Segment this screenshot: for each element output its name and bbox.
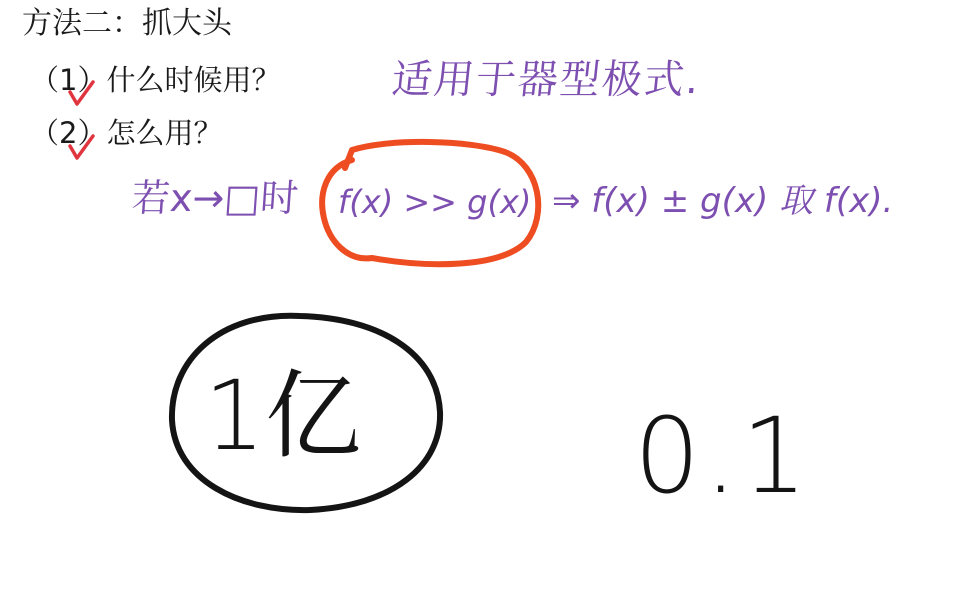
handwritten-big-word: 1亿 bbox=[204, 360, 362, 472]
handwritten-condition-label: 若x→□时 bbox=[130, 176, 300, 220]
question-2: （2）怎么用？ bbox=[30, 116, 223, 150]
handwritten-conclusion: ⇒ f(x) ± g(x) 取 f(x). bbox=[552, 181, 894, 221]
handwritten-big-number: 0.1 bbox=[634, 395, 812, 517]
handwritten-condition-expression: f(x) >> g(x) bbox=[338, 183, 532, 221]
handwritten-answer-1: 适用于器型极式. bbox=[389, 57, 704, 103]
slide-title: 方法二：抓大头 bbox=[22, 6, 232, 41]
question-1: （1）什么时候用？ bbox=[30, 63, 281, 97]
